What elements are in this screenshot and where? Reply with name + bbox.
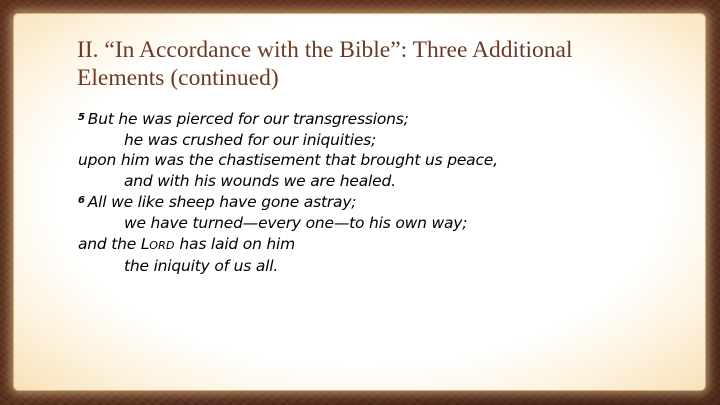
verse-5-line-3: upon him was the chastisement that brought us peace, bbox=[78, 151, 498, 170]
verse-6-line-1 bbox=[78, 191, 678, 213]
verse-6-text-3b: has laid on him bbox=[174, 234, 296, 253]
verse-number-5: 5 bbox=[78, 112, 85, 123]
slide-title bbox=[77, 36, 677, 92]
verse-6-line-4: the iniquity of us all. bbox=[124, 257, 279, 276]
scripture-passage bbox=[78, 108, 678, 277]
lord-small-caps: ORD bbox=[149, 238, 175, 252]
verse-5-line-4: and with his wounds we are healed. bbox=[124, 171, 396, 190]
verse-5-line-2: he was crushed for our iniquities; bbox=[124, 130, 377, 149]
slide-panel bbox=[14, 14, 705, 390]
verse-5-line-1 bbox=[78, 108, 678, 130]
verse-5-text-1: But he was pierced for our transgressions; bbox=[87, 110, 409, 128]
title-line-2: Elements (continued) bbox=[77, 65, 279, 91]
verse-number-6: 6 bbox=[78, 195, 85, 207]
lord-initial: L bbox=[140, 234, 150, 253]
title-line-1: II. “In Accordance with the Bible”: Three Additional bbox=[77, 37, 573, 63]
verse-6-text-1: All we like sheep have gone astray; bbox=[87, 193, 357, 212]
verse-6-line-3 bbox=[78, 234, 678, 257]
verse-6-text-3a: and the bbox=[78, 234, 141, 253]
verse-6-line-2: we have turned—every one—to his own way; bbox=[124, 213, 468, 232]
